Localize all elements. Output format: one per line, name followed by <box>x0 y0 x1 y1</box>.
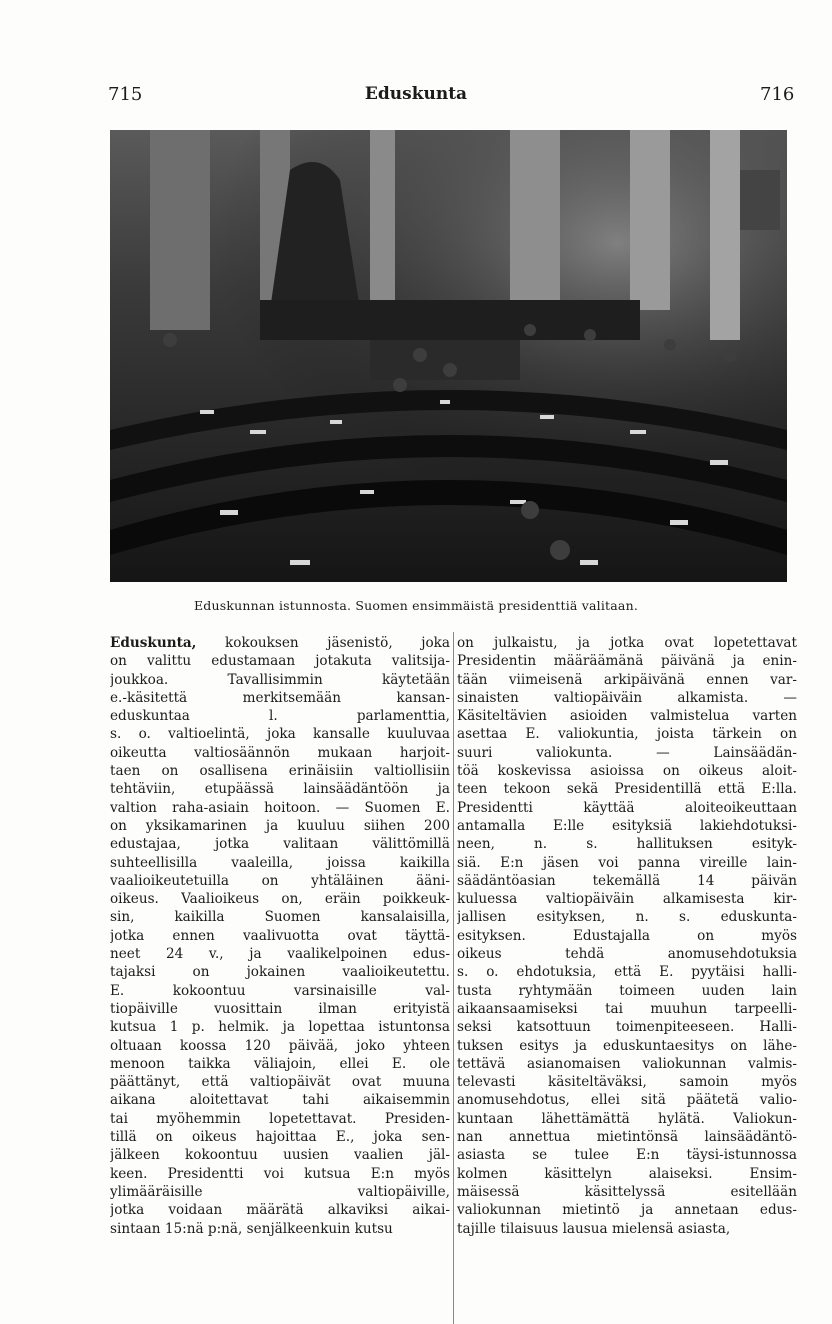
parliament-session-photo <box>110 130 787 582</box>
text-line: aikana aloitettavat tahi aikaisemmin <box>110 1092 450 1109</box>
text-line: tajille tilaisuus lausua mielensä asiasta, <box>457 1220 731 1237</box>
text-line: päättänyt, että valtiopäivät ovat muuna <box>110 1074 450 1091</box>
text-line: valiokunnan mietintö ja annetaan edus- <box>457 1202 797 1219</box>
text-line: tettävä asianomaisen valiokunnan valmis- <box>457 1055 797 1072</box>
text-line: Presidentin määräämänä päivänä ja enin- <box>457 653 797 670</box>
text-line: oltuaan koossa 120 päivää, joko yhteen <box>110 1037 450 1054</box>
text-line: Eduskunta, kokouksen jäsenistö, joka <box>110 635 450 651</box>
text-line: teen tekoon sekä Presidentillä että E:lla. <box>457 781 797 798</box>
text-line: oikeus tehdä anomusehdotuksia <box>457 946 797 963</box>
page-title: Eduskunta <box>364 84 468 104</box>
text-line: e.-käsitettä merkitsemään kansan- <box>110 689 450 706</box>
text-line: tiopäiville vuosittain ilman erityistä <box>110 1000 450 1017</box>
text-line: aikaansaamiseksi tai muuhun tarpeelli- <box>457 1000 797 1017</box>
left-page-number: 715 <box>108 84 143 105</box>
text-line: E. kokoontuu varsinaisille val- <box>110 982 450 999</box>
text-line: s. o. ehdotuksia, että E. pyytäisi halli- <box>457 964 797 981</box>
column-divider <box>453 632 454 1324</box>
text-line: anomusehdotus, ellei sitä päätetä valio- <box>457 1092 797 1109</box>
text-line: tehtäviin, etupäässä lainsäädäntöön ja <box>110 781 450 798</box>
text-line: s. o. valtioelintä, joka kansalle kuuluvaa <box>110 726 450 743</box>
text-line: on valittu edustamaan jotakuta valitsija- <box>110 653 450 670</box>
text-line: siä. E:n jäsen voi panna vireille lain- <box>457 854 797 871</box>
text-line: tusta ryhtymään toimeen uuden lain <box>457 982 797 999</box>
text-line: antamalla E:lle esityksiä lakiehdotuksi- <box>457 817 797 834</box>
right-column <box>457 634 797 1238</box>
text-line: sintaan 15:nä p:nä, senjälkeenkuin kutsu <box>110 1220 393 1237</box>
text-line: on julkaistu, ja jotka ovat lopetettavat <box>457 635 797 651</box>
text-line: sin, kaikilla Suomen kansalaisilla, <box>110 909 450 926</box>
text-line: jälkeen kokoontuu uusien vaalien jäl- <box>110 1147 450 1164</box>
text-line: tään viimeisenä arkipäivänä ennen var- <box>457 671 797 688</box>
text-line: ylimääräisille valtiopäiville, <box>110 1183 450 1200</box>
text-line: Presidentti käyttää aloiteoikeuttaan <box>457 799 797 816</box>
text-line: kutsua 1 p. helmik. ja lopettaa istuntonsa <box>110 1019 450 1036</box>
text-line: suhteellisilla vaaleilla, joissa kaikilla <box>110 854 450 871</box>
text-line: jotka voidaan määrätä alkaviksi aikai- <box>110 1202 450 1219</box>
text-line: töä koskevissa asioissa on oikeus aloit- <box>457 763 797 780</box>
text-line: oikeutta valtiosäännön mukaan harjoit- <box>110 744 450 761</box>
text-line: mäisessä käsittelyssä esitellään <box>457 1183 797 1200</box>
text-line: seksi katsottuun toimenpiteeseen. Halli- <box>457 1019 797 1036</box>
text-line: kolmen käsittelyn alaiseksi. Ensim- <box>457 1165 797 1182</box>
text-line: joukkoa. Tavallisimmin käytetään <box>110 671 450 688</box>
text-line: neet 24 v., ja vaalikelpoinen edus- <box>110 946 450 963</box>
text-line: televasti käsiteltäväksi, samoin myös <box>457 1074 797 1091</box>
text-line: vaalioikeutetuilla on yhtäläinen ääni- <box>110 872 450 889</box>
text-line: on yksikamarinen ja kuuluu siihen 200 <box>110 817 450 834</box>
text-line: tuksen esitys ja eduskuntaesitys on lähe- <box>457 1037 797 1054</box>
text-line: neen, n. s. hallituksen esityk- <box>457 836 797 853</box>
text-line: esityksen. Edustajalla on myös <box>457 927 797 944</box>
text-line: tai myöhemmin lopetettavat. Presiden- <box>110 1110 450 1127</box>
text-line: nan annettua mietintönsä lainsäädäntö- <box>457 1129 797 1146</box>
text-line: asettaa E. valiokuntia, joista tärkein on <box>457 726 797 743</box>
text-line: menoon taikka väliajoin, ellei E. ole <box>110 1055 450 1072</box>
text-line: Käsiteltävien asioiden valmistelua varten <box>457 708 797 725</box>
text-line: sinaisten valtiopäiväin alkamista. — <box>457 689 797 706</box>
text-line: asiasta se tulee E:n täysi-istunnossa <box>457 1147 797 1164</box>
text-line: oikeus. Vaalioikeus on, eräin poikkeuk- <box>110 891 450 908</box>
left-column <box>110 634 450 1238</box>
text-line: edustajaa, jotka valitaan välittömillä <box>110 836 450 853</box>
photo-caption: Eduskunnan istunnosta. Suomen ensimmäistä presidenttiä valitaan. <box>193 598 638 613</box>
text-line: valtion raha-asiain hoitoon. — Suomen E. <box>110 799 450 816</box>
text-line: taen on osallisena erinäisiin valtiollisiin <box>110 763 450 780</box>
text-line: säädäntöasian tekemällä 14 päivän <box>457 872 797 889</box>
right-page-number: 716 <box>760 84 795 105</box>
text-line: tajaksi on jokainen vaalioikeutettu. <box>110 964 450 981</box>
text-line: jallisen esityksen, n. s. eduskunta- <box>457 909 797 926</box>
text-line: jotka ennen vaalivuotta ovat täyttä- <box>110 927 450 944</box>
text-line: tillä on oikeus hajoittaa E., joka sen- <box>110 1129 450 1146</box>
text-line: keen. Presidentti voi kutsua E:n myös <box>110 1165 450 1182</box>
text-line: suuri valiokunta. — Lainsäädän- <box>457 744 797 761</box>
text-line: kuluessa valtiopäiväin alkamisesta kir- <box>457 891 797 908</box>
text-line: kuntaan lähettämättä hylätä. Valiokun- <box>457 1110 797 1127</box>
text-line: eduskuntaa l. parlamenttia, <box>110 708 450 725</box>
